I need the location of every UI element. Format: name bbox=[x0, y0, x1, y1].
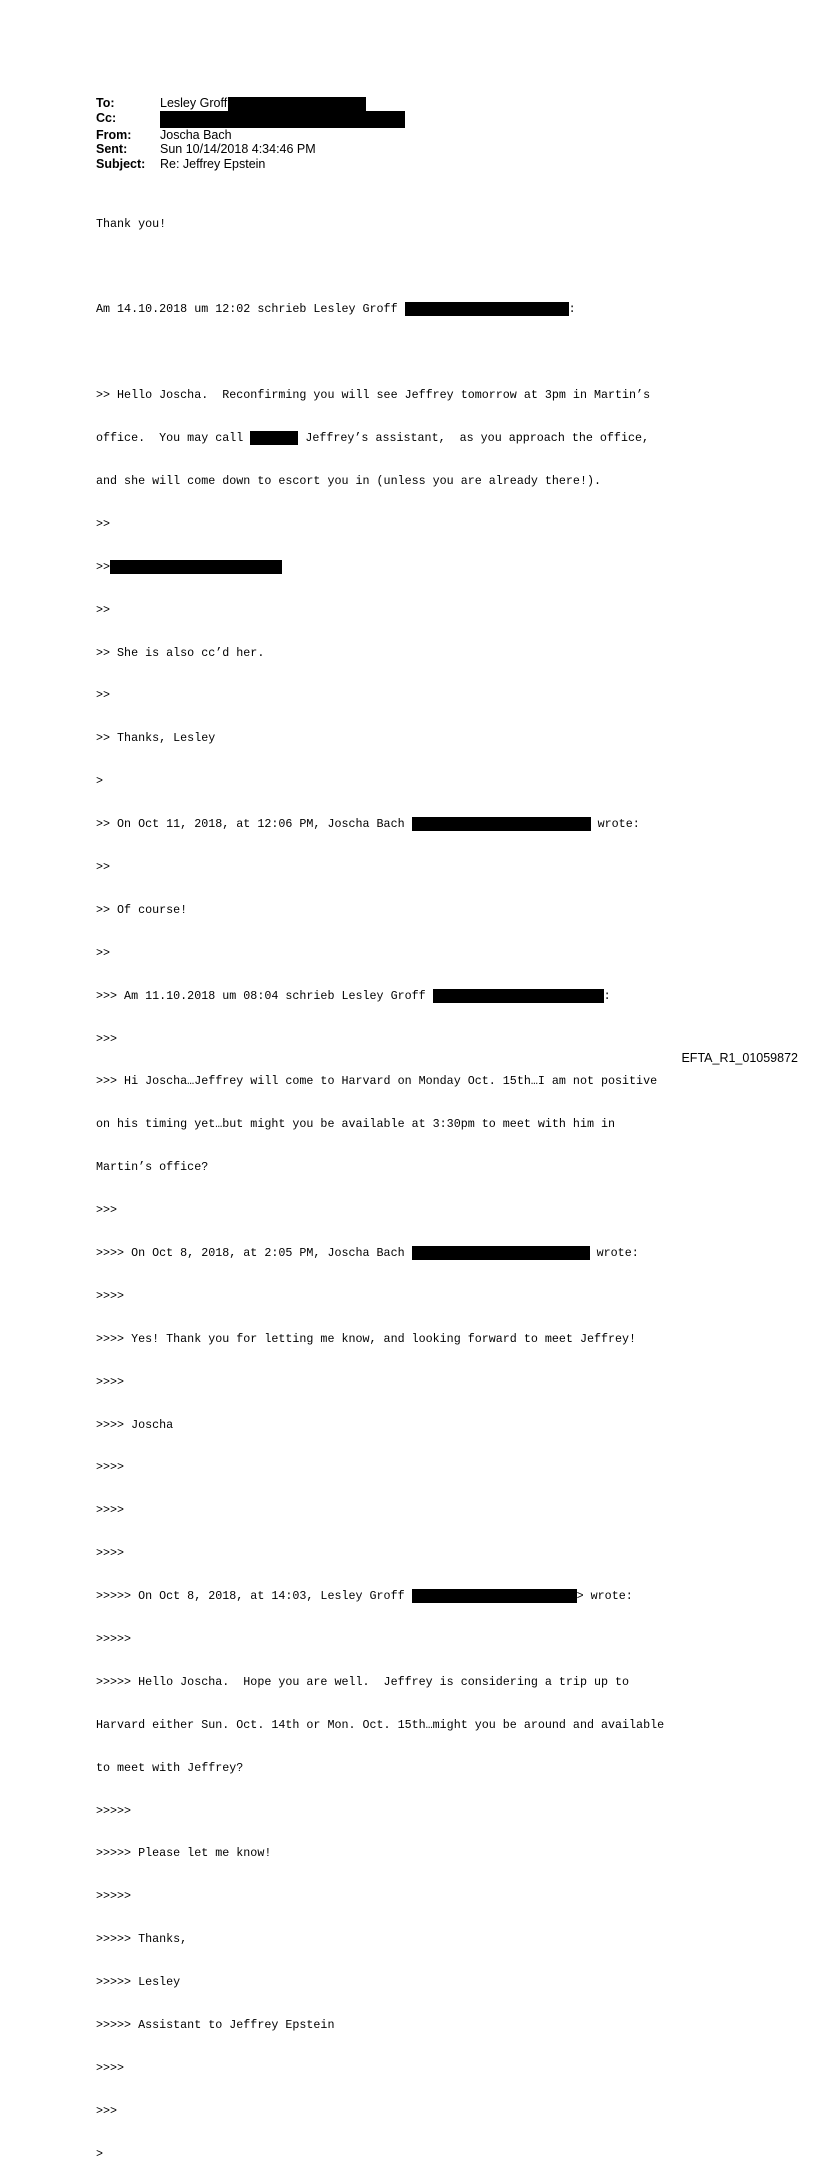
body-text: >>> Am 11.10.2018 um 08:04 schrieb Lesley Groff bbox=[96, 988, 433, 1003]
body-line: >>>> bbox=[96, 1288, 125, 1303]
body-line bbox=[96, 817, 664, 831]
body-text: wrote: bbox=[589, 1246, 639, 1261]
body-text: wrote: bbox=[590, 817, 640, 832]
body-text: > wrote: bbox=[576, 1589, 633, 1604]
body-line: > bbox=[96, 2146, 104, 2161]
body-text: : bbox=[568, 302, 576, 317]
redaction-box bbox=[412, 1246, 590, 1260]
body-line: Harvard either Sun. Oct. 14th or Mon. Oct. 15th…might you be around and available bbox=[96, 1717, 665, 1732]
body-text: : bbox=[603, 988, 611, 1003]
body-line: >>> bbox=[96, 1031, 118, 1046]
cc-row bbox=[96, 111, 405, 128]
body-line: >>>>> Assistant to Jeffrey Epstein bbox=[96, 2018, 335, 2032]
body-line: >>>>> Hello Joscha. Hope you are well. Jeffrey is considering a trip up to bbox=[96, 1674, 630, 1689]
body-line: and she will come down to escort you in (unless you are already there!). bbox=[96, 473, 601, 488]
body-line: >> bbox=[96, 859, 111, 874]
body-line bbox=[96, 560, 664, 574]
body-line: >>> bbox=[96, 1203, 118, 1218]
cc-value bbox=[160, 111, 405, 128]
body-line: >>>> Joscha bbox=[96, 1417, 174, 1432]
redaction-box bbox=[433, 989, 604, 1003]
body-line bbox=[96, 1589, 664, 1603]
body-line: >> bbox=[96, 516, 111, 531]
body-text: Am 14.10.2018 um 12:02 schrieb Lesley Groff bbox=[96, 302, 405, 317]
body-line: >>>> bbox=[96, 1546, 125, 1561]
body-line bbox=[96, 431, 664, 445]
subject-label: Subject: bbox=[96, 156, 146, 171]
body-line: >> Thanks, Lesley bbox=[96, 731, 216, 746]
subject-value: Re: Jeffrey Epstein bbox=[160, 156, 266, 171]
body-line bbox=[96, 302, 664, 316]
body-line bbox=[96, 989, 664, 1003]
document-id: EFTA_R1_01059872 bbox=[681, 1051, 798, 1065]
body-line: >> She is also cc’d her. bbox=[96, 645, 265, 660]
redaction-box bbox=[250, 431, 298, 445]
body-line: >> Of course! bbox=[96, 902, 188, 917]
body-line: >>>> bbox=[96, 2060, 125, 2075]
body-line: >>> Hi Joscha…Jeffrey will come to Harvard on Monday Oct. 15th…I am not positive bbox=[96, 1074, 658, 1089]
body-line: >>>> Yes! Thank you for letting me know, and looking forward to meet Jeffrey! bbox=[96, 1331, 637, 1346]
body-line: >>> bbox=[96, 2103, 118, 2118]
email-header bbox=[96, 96, 405, 171]
body-line: >>>>> bbox=[96, 1803, 132, 1818]
body-line: >> bbox=[96, 688, 111, 703]
to-label: To: bbox=[96, 96, 115, 110]
body-line: on his timing yet…but might you be available at 3:30pm to meet with him in bbox=[96, 1117, 616, 1132]
redaction-box bbox=[110, 560, 282, 574]
redaction-box bbox=[412, 817, 591, 831]
from-value: Joscha Bach bbox=[160, 127, 232, 142]
redaction-box bbox=[412, 1589, 577, 1603]
body-line: > bbox=[96, 774, 104, 789]
body-line: >>>>> Thanks, bbox=[96, 1932, 188, 1947]
body-text: office. You may call bbox=[96, 431, 251, 446]
subject-row bbox=[96, 157, 405, 172]
redaction-box bbox=[160, 111, 405, 128]
to-value bbox=[160, 96, 366, 111]
redaction-box bbox=[405, 302, 569, 316]
body-line: to meet with Jeffrey? bbox=[96, 1760, 244, 1775]
body-line: >>>>> Lesley bbox=[96, 1975, 181, 1990]
body-line: >>>> bbox=[96, 1460, 125, 1475]
to-name: Lesley Groff bbox=[160, 96, 228, 110]
redaction-box bbox=[228, 97, 366, 111]
email-body bbox=[96, 188, 664, 2175]
sent-label: Sent: bbox=[96, 142, 128, 157]
body-line: >>>>> Please let me know! bbox=[96, 1846, 272, 1861]
sent-value: Sun 10/14/2018 4:34:46 PM bbox=[160, 142, 316, 157]
body-line: Martin’s office? bbox=[96, 1160, 209, 1175]
body-line: >> Hello Joscha. Reconfirming you will see Jeffrey tomorrow at 3pm in Martin’s bbox=[96, 388, 651, 403]
body-text: >> bbox=[96, 559, 111, 574]
body-text: >> On Oct 11, 2018, at 12:06 PM, Joscha Bach bbox=[96, 817, 412, 832]
body-line: >>>> bbox=[96, 1503, 125, 1518]
body-text: Jeffrey’s assistant, as you approach the office, bbox=[298, 431, 649, 446]
body-line: >>>>> bbox=[96, 1889, 132, 1904]
body-text: >>>> On Oct 8, 2018, at 2:05 PM, Joscha Bach bbox=[96, 1246, 412, 1261]
body-text: >>>>> On Oct 8, 2018, at 14:03, Lesley Groff bbox=[96, 1589, 412, 1604]
body-line: >> bbox=[96, 945, 111, 960]
body-line: >>>>> bbox=[96, 1631, 132, 1646]
from-label: From: bbox=[96, 127, 132, 142]
body-line: >>>> bbox=[96, 1374, 125, 1389]
sent-row bbox=[96, 142, 405, 157]
body-line: >> bbox=[96, 602, 111, 617]
to-row bbox=[96, 96, 405, 111]
cc-label: Cc: bbox=[96, 110, 117, 125]
body-line: Thank you! bbox=[96, 216, 167, 231]
body-line bbox=[96, 1246, 664, 1260]
from-row bbox=[96, 128, 405, 143]
